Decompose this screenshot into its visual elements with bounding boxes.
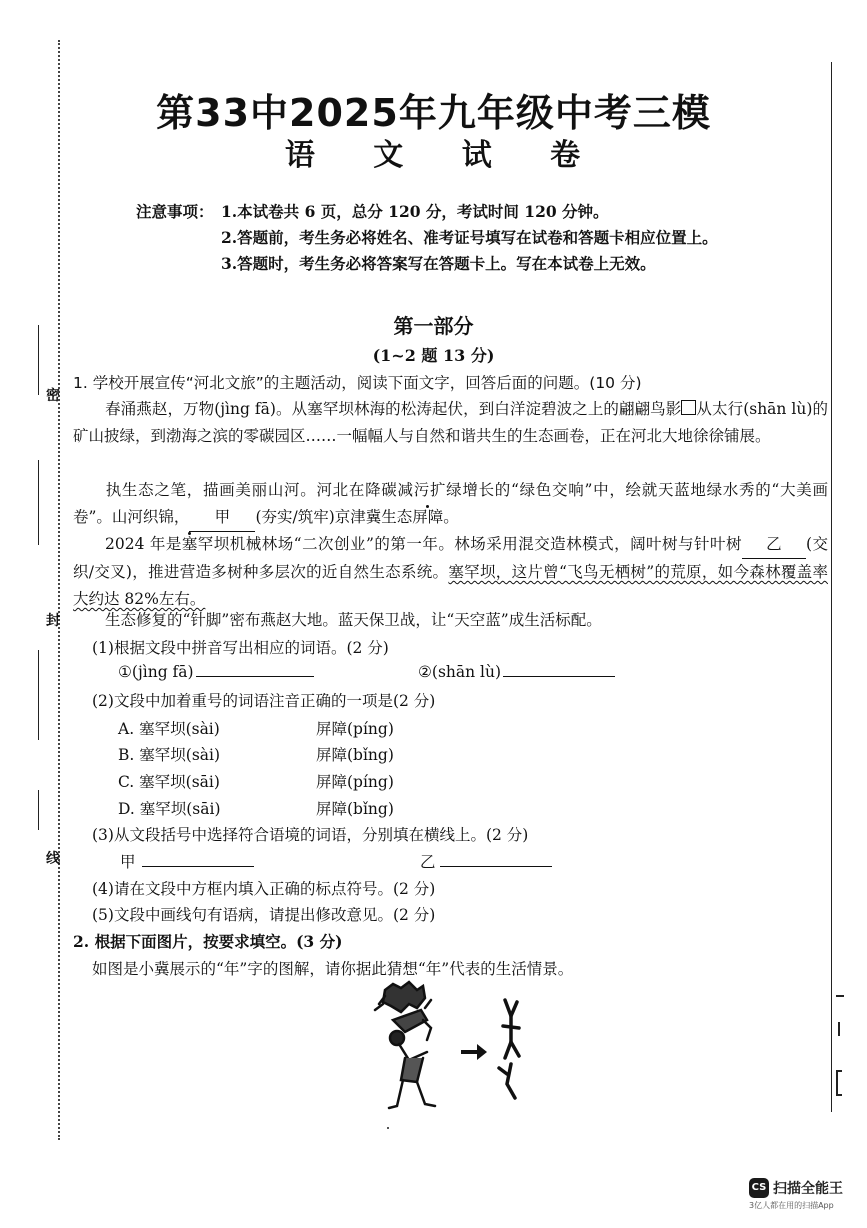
- option-c-word2: 屏障(píng): [316, 773, 394, 791]
- binding-mark: [38, 650, 39, 740]
- section-range: (1~2 题 13 分): [372, 346, 495, 365]
- passage-paragraph-2: 执生态之笔，描画美丽山河。河北在降碳减污扩绿增长的“绿色交响”中，绘就天蓝地绿水秀的“大美画卷”。山河织锦， 甲 (夯实/筑牢)京津冀生态屏障。: [73, 477, 828, 532]
- notice-item-3: 3.答题时，考生务必将答案写在答题卡上。写在本试卷上无效。: [221, 254, 656, 273]
- emphasized-word-pingzhang: 屏障: [412, 508, 444, 526]
- passage-paragraph-4: 生态修复的“针脚”密布燕赵大地。蓝天保卫战，让“天空蓝”成生活标配。: [105, 611, 602, 629]
- sub1-answer-a: ①(jìng fā): [118, 662, 314, 681]
- binding-mark: [38, 790, 39, 830]
- scanner-logo-icon: CS: [749, 1178, 769, 1198]
- emphasized-char-sai: 塞: [181, 535, 198, 553]
- binding-mark: [38, 460, 39, 545]
- nian-character-illustration: [365, 980, 545, 1120]
- option-a-word2: 屏障(píng): [316, 720, 394, 738]
- section-title: 第一部分: [393, 314, 474, 338]
- option-b[interactable]: B. 塞罕坝(sài): [118, 746, 221, 764]
- sub-question-3: (3)从文段括号中选择符合语境的词语，分别填在横线上。(2 分): [92, 826, 529, 844]
- margin-label-feng: 封: [46, 613, 60, 629]
- notice-item-2: 2.答题前，考生务必将姓名、准考证号填写在试卷和答题卡相应位置上。: [221, 228, 718, 247]
- answer-blank[interactable]: [440, 852, 552, 867]
- edge-mark: [836, 995, 844, 997]
- page-title: 第33中2025年九年级中考三模: [156, 91, 711, 135]
- notice-label: 注意事项：: [136, 202, 214, 221]
- binding-dotted-line: [58, 40, 60, 1140]
- option-d[interactable]: D. 塞罕坝(sāi): [118, 800, 221, 818]
- right-border-line: [831, 62, 832, 1112]
- answer-blank[interactable]: [503, 662, 615, 677]
- scan-dot: [387, 1127, 389, 1129]
- margin-label-mi: 密: [46, 388, 60, 404]
- page-subtitle: 语 文 试 卷: [284, 138, 605, 173]
- question-2-stem: 2. 根据下面图片，按要求填空。(3 分): [73, 932, 343, 951]
- scanner-tagline: 3亿人都在用的扫描App: [749, 1201, 834, 1210]
- option-d-word2: 屏障(bǐng): [316, 800, 394, 818]
- sub-question-1: (1)根据文段中拼音写出相应的词语。(2 分): [92, 639, 389, 657]
- notice-item-1: 1.本试卷共 6 页，总分 120 分，考试时间 120 分钟。: [221, 202, 609, 221]
- sub-question-4: (4)请在文段中方框内填入正确的标点符号。(2 分): [92, 880, 436, 898]
- passage-paragraph-3: 2024 年是塞罕坝机械林场“二次创业”的第一年。林场采用混交造林模式，阔叶树与针叶树 乙 (交织/交叉)，推进营造多树种多层次的近自然生态系统。塞罕坝，这片曾“飞鸟无栖树”的荒原，如今森林覆盖率大约达 82%左右。: [73, 531, 828, 613]
- scanner-watermark: [749, 1178, 843, 1211]
- sub-question-5: (5)文段中画线句有语病，请提出修改意见。(2 分): [92, 906, 436, 924]
- blank-jia[interactable]: 甲: [189, 504, 255, 532]
- margin-label-xian: 线: [46, 851, 60, 867]
- farmer-carrying-grain-figure: [375, 982, 435, 1108]
- question-1-stem: 1. 学校开展宣传“河北文旅”的主题活动，阅读下面文字，回答后面的问题。(10 分): [73, 374, 642, 392]
- edge-mark: [836, 1070, 842, 1096]
- answer-blank[interactable]: [142, 852, 254, 867]
- option-b-word2: 屏障(bǐng): [316, 746, 394, 764]
- question-2-text: 如图是小冀展示的“年”字的图解，请你据此猜想“年”代表的生活情景。: [92, 960, 574, 978]
- ancient-nian-glyph: [499, 1000, 519, 1098]
- underlined-faulty-sentence: 塞罕坝，这片曾“飞鸟无栖树”的荒原，如今森林覆盖率大约达 82%左右。: [73, 563, 828, 608]
- sub1-answer-b: ②(shān lù): [418, 662, 615, 681]
- answer-blank[interactable]: [196, 662, 314, 677]
- sub3-answer-jia: 甲: [120, 850, 254, 872]
- sub3-answer-yi: 乙: [420, 850, 552, 872]
- punctuation-box[interactable]: [681, 400, 696, 415]
- option-a[interactable]: A. 塞罕坝(sài): [118, 720, 220, 738]
- option-c[interactable]: C. 塞罕坝(sāi): [118, 773, 220, 791]
- edge-mark: [838, 1022, 840, 1036]
- arrow-icon: [461, 1044, 487, 1060]
- passage-paragraph-1: 春涌燕赵，万物(jìng fā)。从塞罕坝林海的松涛起伏，到白洋淀碧波之上的翩翩鸟影 从太行(shān lù)的矿山披绿，到渤海之滨的零碳园区……一幅幅人与自然和谐共生的生态画卷，正在河北大地徐徐铺展。: [73, 400, 828, 445]
- blank-yi[interactable]: 乙: [742, 531, 806, 559]
- sub-question-2: (2)文段中加着重号的词语注音正确的一项是(2 分): [92, 692, 436, 710]
- scanner-app-name: 扫描全能王: [773, 1181, 843, 1197]
